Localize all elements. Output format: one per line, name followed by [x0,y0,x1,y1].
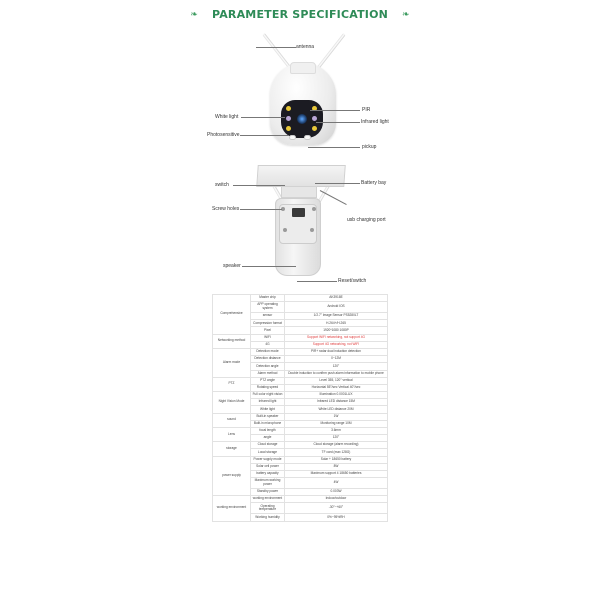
parameter-value-cell: TF card (max 128G) [285,449,388,456]
leader-line [297,281,337,282]
label-usb-charging-port: usb charging port [347,217,386,223]
parameter-value-cell: 120° [285,435,388,442]
screw-hole [283,228,287,232]
leader-line [233,185,285,186]
white-led [286,106,291,111]
category-cell: power supply [213,456,251,496]
infrared-led [312,116,317,121]
leader-line [256,47,296,48]
parameter-value-cell: H.264+/H.265 [285,320,388,327]
label-antenna: antenna [296,44,315,50]
table-row [213,413,388,420]
parameter-value-cell: Indoor/outdoor [285,496,388,503]
parameter-name-cell: focal length [251,427,285,434]
parameter-value-cell: 1/2.7" Image Sensor PS5280LT [285,313,388,320]
table-row [213,377,388,384]
parameter-value-cell: Monitoring range 10M [285,420,388,427]
parameter-value-cell: Solar + 18650 battery [285,456,388,463]
category-cell: PTZ [213,377,251,391]
parameter-name-cell: Detection distance [251,356,285,363]
table-row [213,456,388,463]
parameter-value-cell: Support 4G networking, not WIFI [285,341,388,348]
category-cell: Night Vision Mode [213,392,251,414]
parameter-name-cell: Pixel [251,327,285,334]
leader-line [320,190,347,205]
parameter-name-cell: Built-in speaker [251,413,285,420]
screw-hole [310,228,314,232]
battery-slot [292,208,305,217]
parameter-value-cell: Illumination 0.0001LUX [285,392,388,399]
label-battery-bay: Battery bay [361,180,387,186]
parameter-name-cell: sensor [251,313,285,320]
parameter-value-cell: -30°~+60° [285,503,388,514]
label-white-light: White light [215,114,239,120]
parameter-value-cell: 3.6mm [285,427,388,434]
parameter-value-cell: 0~12M [285,356,388,363]
parameter-name-cell: Operating temperature [251,503,285,514]
parameter-name-cell: 4G [251,341,285,348]
label-photosensitive: Photosensitive [207,132,240,138]
leader-line [240,135,289,136]
leader-line [315,183,360,184]
label-screw-holes: Screw holes [212,206,240,212]
parameter-value-cell: Level 355, 120° vertical [285,377,388,384]
table-row [213,334,388,341]
table-row [213,392,388,399]
screw-hole [312,207,316,211]
leader-line [241,117,285,118]
parameter-name-cell: Cloud storage [251,442,285,449]
parameter-value-cell: 0.003W [285,489,388,496]
parameter-name-cell: Detection angle [251,363,285,370]
parameter-name-cell: Detection mode [251,349,285,356]
label-speaker: speaker [223,263,241,269]
infrared-led [286,116,291,121]
category-cell: Alarm mode [213,349,251,378]
parameter-value-cell: 1920*1080 1080P [285,327,388,334]
parameter-value-cell: Infrared LED distance 15M [285,399,388,406]
parameter-value-cell: 4W [285,478,388,489]
parameter-value-cell: 1W [285,413,388,420]
parameter-name-cell: angle [251,435,285,442]
parameter-name-cell: PTZ angle [251,377,285,384]
parameter-value-cell: Horizontal 55°/sec Vertical 40°/sec [285,384,388,391]
table-row [213,442,388,449]
parameter-value-cell: Support WIFI networking, not support 4G [285,334,388,341]
photosensitive-sensor [289,135,296,140]
camera-lens [297,114,307,124]
parameter-name-cell: Compression format [251,320,285,327]
parameter-value-cell: Maximum support 4 18650 batteries [285,470,388,477]
label-infrared-light: Infrared light [361,119,389,125]
leader-line [310,110,360,111]
parameter-name-cell: Local storage [251,449,285,456]
parameter-name-cell: Full color night vision [251,392,285,399]
parameter-value-cell: Cloud storage (alarm recording) [285,442,388,449]
table-row [213,427,388,434]
table-row [213,496,388,503]
category-cell: Lens [213,427,251,441]
category-cell: working environment [213,496,251,521]
parameter-name-cell: Built-in microphone [251,420,285,427]
parameter-name-cell: Standby power [251,489,285,496]
parameter-value-cell: AK3918E [285,295,388,302]
leader-line [240,209,282,210]
leader-line [308,147,360,148]
label-switch: switch [215,182,229,188]
label-reset-switch: Reset/switch [338,278,367,284]
table-row [213,295,388,302]
category-cell: sound [213,413,251,427]
parameter-value-cell: Double induction to confirm push alarm information to mobile phone [285,370,388,377]
parameter-name-cell: Solar cell power [251,463,285,470]
parameter-value-cell: White LED distance 20M [285,406,388,413]
page-header [0,4,600,24]
parameter-name-cell: Master chip [251,295,285,302]
parameter-name-cell: Power supply mode [251,456,285,463]
label-pickup: pickup [362,144,377,150]
white-led [286,126,291,131]
category-cell: Comprehensive [213,295,251,335]
pickup-mic [304,135,311,140]
table-row [213,349,388,356]
panel-mount [281,186,317,198]
label-pir: PIR [362,107,371,113]
parameter-name-cell: Working humidity [251,514,285,521]
category-cell: storage [213,442,251,456]
leaf-icon: ❧ [190,8,198,19]
parameter-value-cell: 120° [285,363,388,370]
parameter-name-cell: WIFI [251,334,285,341]
parameter-name-cell: APP operating system [251,302,285,313]
spec-table [212,294,388,522]
parameter-name-cell: Alarm method [251,370,285,377]
category-cell: Networking method [213,334,251,348]
page-title: PARAMETER SPECIFICATION [211,7,389,21]
leaf-icon: ❧ [402,8,410,19]
parameter-name-cell: Rotating speed [251,384,285,391]
parameter-value-cell: PIR+ radar dual induction detection [285,349,388,356]
parameter-name-cell: working environment [251,496,285,503]
leader-line [316,122,360,123]
leader-line [242,266,296,267]
parameter-name-cell: White light [251,406,285,413]
camera-dome-cap [290,62,316,74]
parameter-name-cell: Infrared light [251,399,285,406]
parameter-value-cell: 0%~95%RH [285,514,388,521]
parameter-value-cell: Android IOS [285,302,388,313]
white-led [312,126,317,131]
parameter-name-cell: Maximum working power [251,478,285,489]
parameter-name-cell: battery capacity [251,470,285,477]
parameter-value-cell: 8W [285,463,388,470]
